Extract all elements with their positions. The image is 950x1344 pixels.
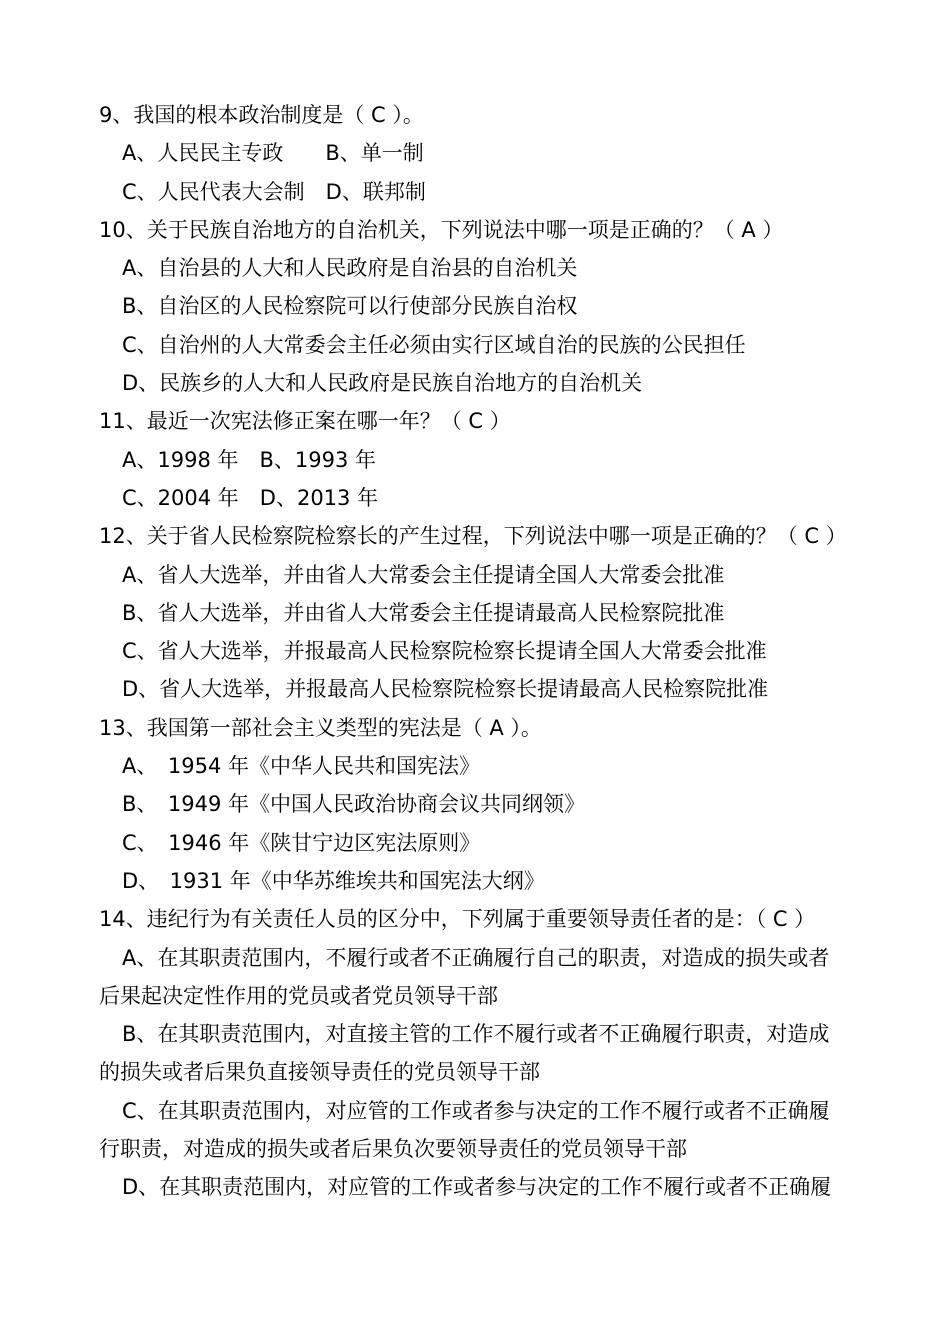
- document-page: [0, 96, 950, 1207]
- question-14: 14、违纪行为有关责任人员的区分中，下列属于重要领导责任者的是：（ C ）: [99, 907, 816, 932]
- option-continuation: 后果起决定性作用的党员或者党员领导干部: [99, 983, 498, 1008]
- option-line: D、在其职责范围内，对应管的工作或者参与决定的工作不履行或者不正确履: [122, 1175, 832, 1200]
- option-line: B、在其职责范围内，对直接主管的工作不履行或者不正确履行职责，对造成: [122, 1022, 830, 1047]
- option-line: A、在其职责范围内，不履行或者不正确履行自己的职责，对造成的损失或者: [122, 945, 830, 970]
- option-line: D、民族乡的人大和人民政府是民族自治地方的自治机关: [122, 371, 643, 396]
- option-line: B、自治区的人民检察院可以行使部分民族自治权: [122, 294, 578, 319]
- option-line: A、省人大选举，并由省人大常委会主任提请全国人大常委会批准: [122, 562, 725, 587]
- option-line: C、省人大选举，并报最高人民检察院检察长提请全国人大常委会批准: [122, 639, 767, 664]
- option-continuation: 行职责，对造成的损失或者后果负次要领导责任的党员领导干部: [99, 1137, 687, 1162]
- option-line: C、在其职责范围内，对应管的工作或者参与决定的工作不履行或者不正确履: [122, 1098, 830, 1123]
- option-line: C、人民代表大会制 D、联邦制: [122, 179, 426, 204]
- option-line: B、 1949 年《中国人民政治协商会议共同纲领》: [122, 792, 586, 817]
- question-12: 12、关于省人民检察院检察长的产生过程，下列说法中哪一项是正确的？（ C ）: [99, 524, 847, 549]
- option-line: B、省人大选举，并由省人大常委会主任提请最高人民检察院批准: [122, 600, 725, 625]
- option-line: A、 1954 年《中华人民共和国宪法》: [122, 754, 480, 779]
- option-line: C、自治州的人大常委会主任必须由实行区域自治的民族的公民担任: [122, 332, 746, 357]
- option-line: D、省人大选举，并报最高人民检察院检察长提请最高人民检察院批准: [122, 677, 769, 702]
- question-9: 9、我国的根本政治制度是（ C ）。: [99, 103, 424, 127]
- option-line: C、 1946 年《陕甘宁边区宪法原则》: [122, 830, 481, 855]
- option-line: C、2004 年 D、2013 年: [122, 485, 379, 510]
- option-line: A、自治县的人大和人民政府是自治县的自治机关: [122, 256, 578, 281]
- option-line: A、1998 年 B、1993 年: [122, 447, 377, 472]
- option-line: A、人民民主专政 B、单一制: [122, 141, 424, 166]
- option-continuation: 的损失或者后果负直接领导责任的党员领导干部: [99, 1060, 540, 1085]
- question-10: 10、关于民族自治地方的自治机关，下列说法中哪一项是正确的？（ A ）: [99, 217, 784, 242]
- option-line: D、 1931 年《中华苏维埃共和国宪法大纲》: [122, 868, 545, 893]
- question-11: 11、最近一次宪法修正案在哪一年？（ C ）: [99, 409, 511, 434]
- question-13: 13、我国第一部社会主义类型的宪法是（ A ）。: [99, 715, 542, 740]
